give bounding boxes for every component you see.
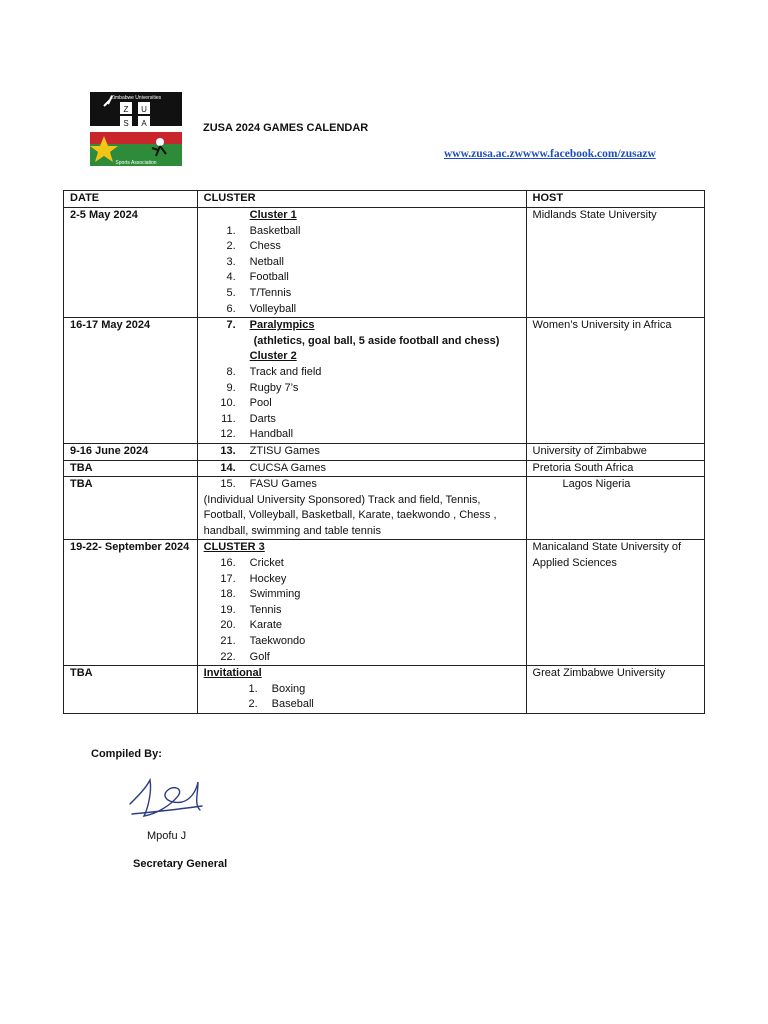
list-item: 2. Baseball: [248, 698, 314, 711]
table-row: [64, 208, 705, 318]
list-item: 14. CUCSA Games: [220, 461, 327, 474]
row-date: 19-22- September 2024: [64, 540, 198, 666]
paralympics-title: Paralympics: [249, 319, 315, 332]
header-cluster: CLUSTER: [197, 191, 526, 208]
paralympics-detail: (athletics, goal ball, 5 aside football and chess): [253, 334, 500, 347]
table-row: [64, 477, 705, 540]
row-date: TBA: [64, 477, 198, 540]
list-item: 7. Paralympics: [226, 319, 315, 332]
row-host: Manicaland State University of Applied Sciences: [526, 540, 704, 666]
row-date: 9-16 June 2024: [64, 443, 198, 460]
logo-letter-a: A: [141, 119, 147, 128]
compiled-by-label: Compiled By:: [91, 748, 162, 760]
row-cluster: [197, 477, 526, 540]
list-item: 6. Volleyball: [226, 302, 297, 315]
list-item: 10. Pool: [220, 397, 272, 410]
row-cluster: [197, 460, 526, 477]
table-row: [64, 443, 705, 460]
list-item: 13. ZTISU Games: [220, 444, 320, 457]
zusa-logo: [90, 92, 182, 166]
list-item: 12. Handball: [220, 428, 294, 441]
list-item: 17. Hockey: [220, 572, 287, 585]
table-row: [64, 540, 705, 666]
signer-role: Secretary General: [133, 858, 228, 870]
table-row: [64, 318, 705, 444]
website-link[interactable]: www.zusa.ac.zwwww.facebook.com/zusazw: [444, 148, 656, 160]
document-title: ZUSA 2024 GAMES CALENDAR: [203, 122, 369, 134]
row-date: 2-5 May 2024: [64, 208, 198, 318]
row-host: Pretoria South Africa: [526, 460, 704, 477]
row-host: Great Zimbabwe University: [526, 666, 704, 714]
list-item: 5. T/Tennis: [226, 286, 292, 299]
list-item: 16. Cricket: [220, 557, 284, 570]
row-cluster: [197, 318, 526, 444]
list-item: 15. FASU Games: [220, 478, 317, 491]
table-row: [64, 460, 705, 477]
row-date: TBA: [64, 666, 198, 714]
cluster-title: Invitational: [203, 667, 262, 680]
list-item: 1. Boxing: [248, 682, 306, 695]
signature-image: [126, 774, 204, 826]
list-item: 18. Swimming: [220, 588, 301, 601]
row-cluster: [197, 208, 526, 318]
row-host: Women’s University in Africa: [526, 318, 704, 444]
row-cluster: [197, 540, 526, 666]
cluster-title: CLUSTER 3: [203, 541, 265, 554]
signer-name: Mpofu J: [147, 830, 187, 842]
header-date: DATE: [64, 191, 198, 208]
row-date: 16-17 May 2024: [64, 318, 198, 444]
logo-letter-s: S: [123, 119, 129, 128]
list-item: 1. Basketball: [226, 224, 301, 237]
table-header-row: [64, 191, 705, 208]
list-item: 2. Chess: [226, 240, 281, 253]
list-item: 3. Netball: [226, 255, 284, 268]
row-host: University of Zimbabwe: [526, 443, 704, 460]
row-cluster: [197, 666, 526, 714]
cluster-title: Cluster 1: [249, 209, 297, 221]
row-host: Midlands State University: [526, 208, 704, 318]
list-item: 11. Darts: [221, 412, 276, 425]
cluster-title: Cluster 2: [249, 350, 297, 363]
list-item: 8. Track and field: [226, 365, 322, 378]
table-row: [64, 666, 705, 714]
games-calendar-table: [63, 190, 705, 714]
logo-letter-u: U: [141, 105, 147, 114]
list-item: 22. Golf: [220, 650, 270, 663]
row-cluster: [197, 443, 526, 460]
list-item: 21. Taekwondo: [220, 635, 306, 648]
list-item: 20. Karate: [220, 619, 283, 632]
list-item: 19. Tennis: [220, 603, 282, 616]
row-host: Lagos Nigeria: [526, 477, 704, 540]
row-date: TBA: [64, 460, 198, 477]
fasu-detail: (Individual University Sponsored) Track and field, Tennis, Football, Volleyball, Basketball, Karate, taekwondo , Chess , handball, swimming and table tennis: [203, 493, 497, 537]
header-host: HOST: [526, 191, 704, 208]
logo-text-bottom: Sports Association: [115, 160, 157, 166]
list-item: 4. Football: [226, 271, 289, 284]
logo-text-top: Zimbabwe Universities: [110, 95, 162, 101]
list-item: 9. Rugby 7’s: [226, 381, 299, 394]
logo-letter-z: Z: [123, 105, 129, 114]
